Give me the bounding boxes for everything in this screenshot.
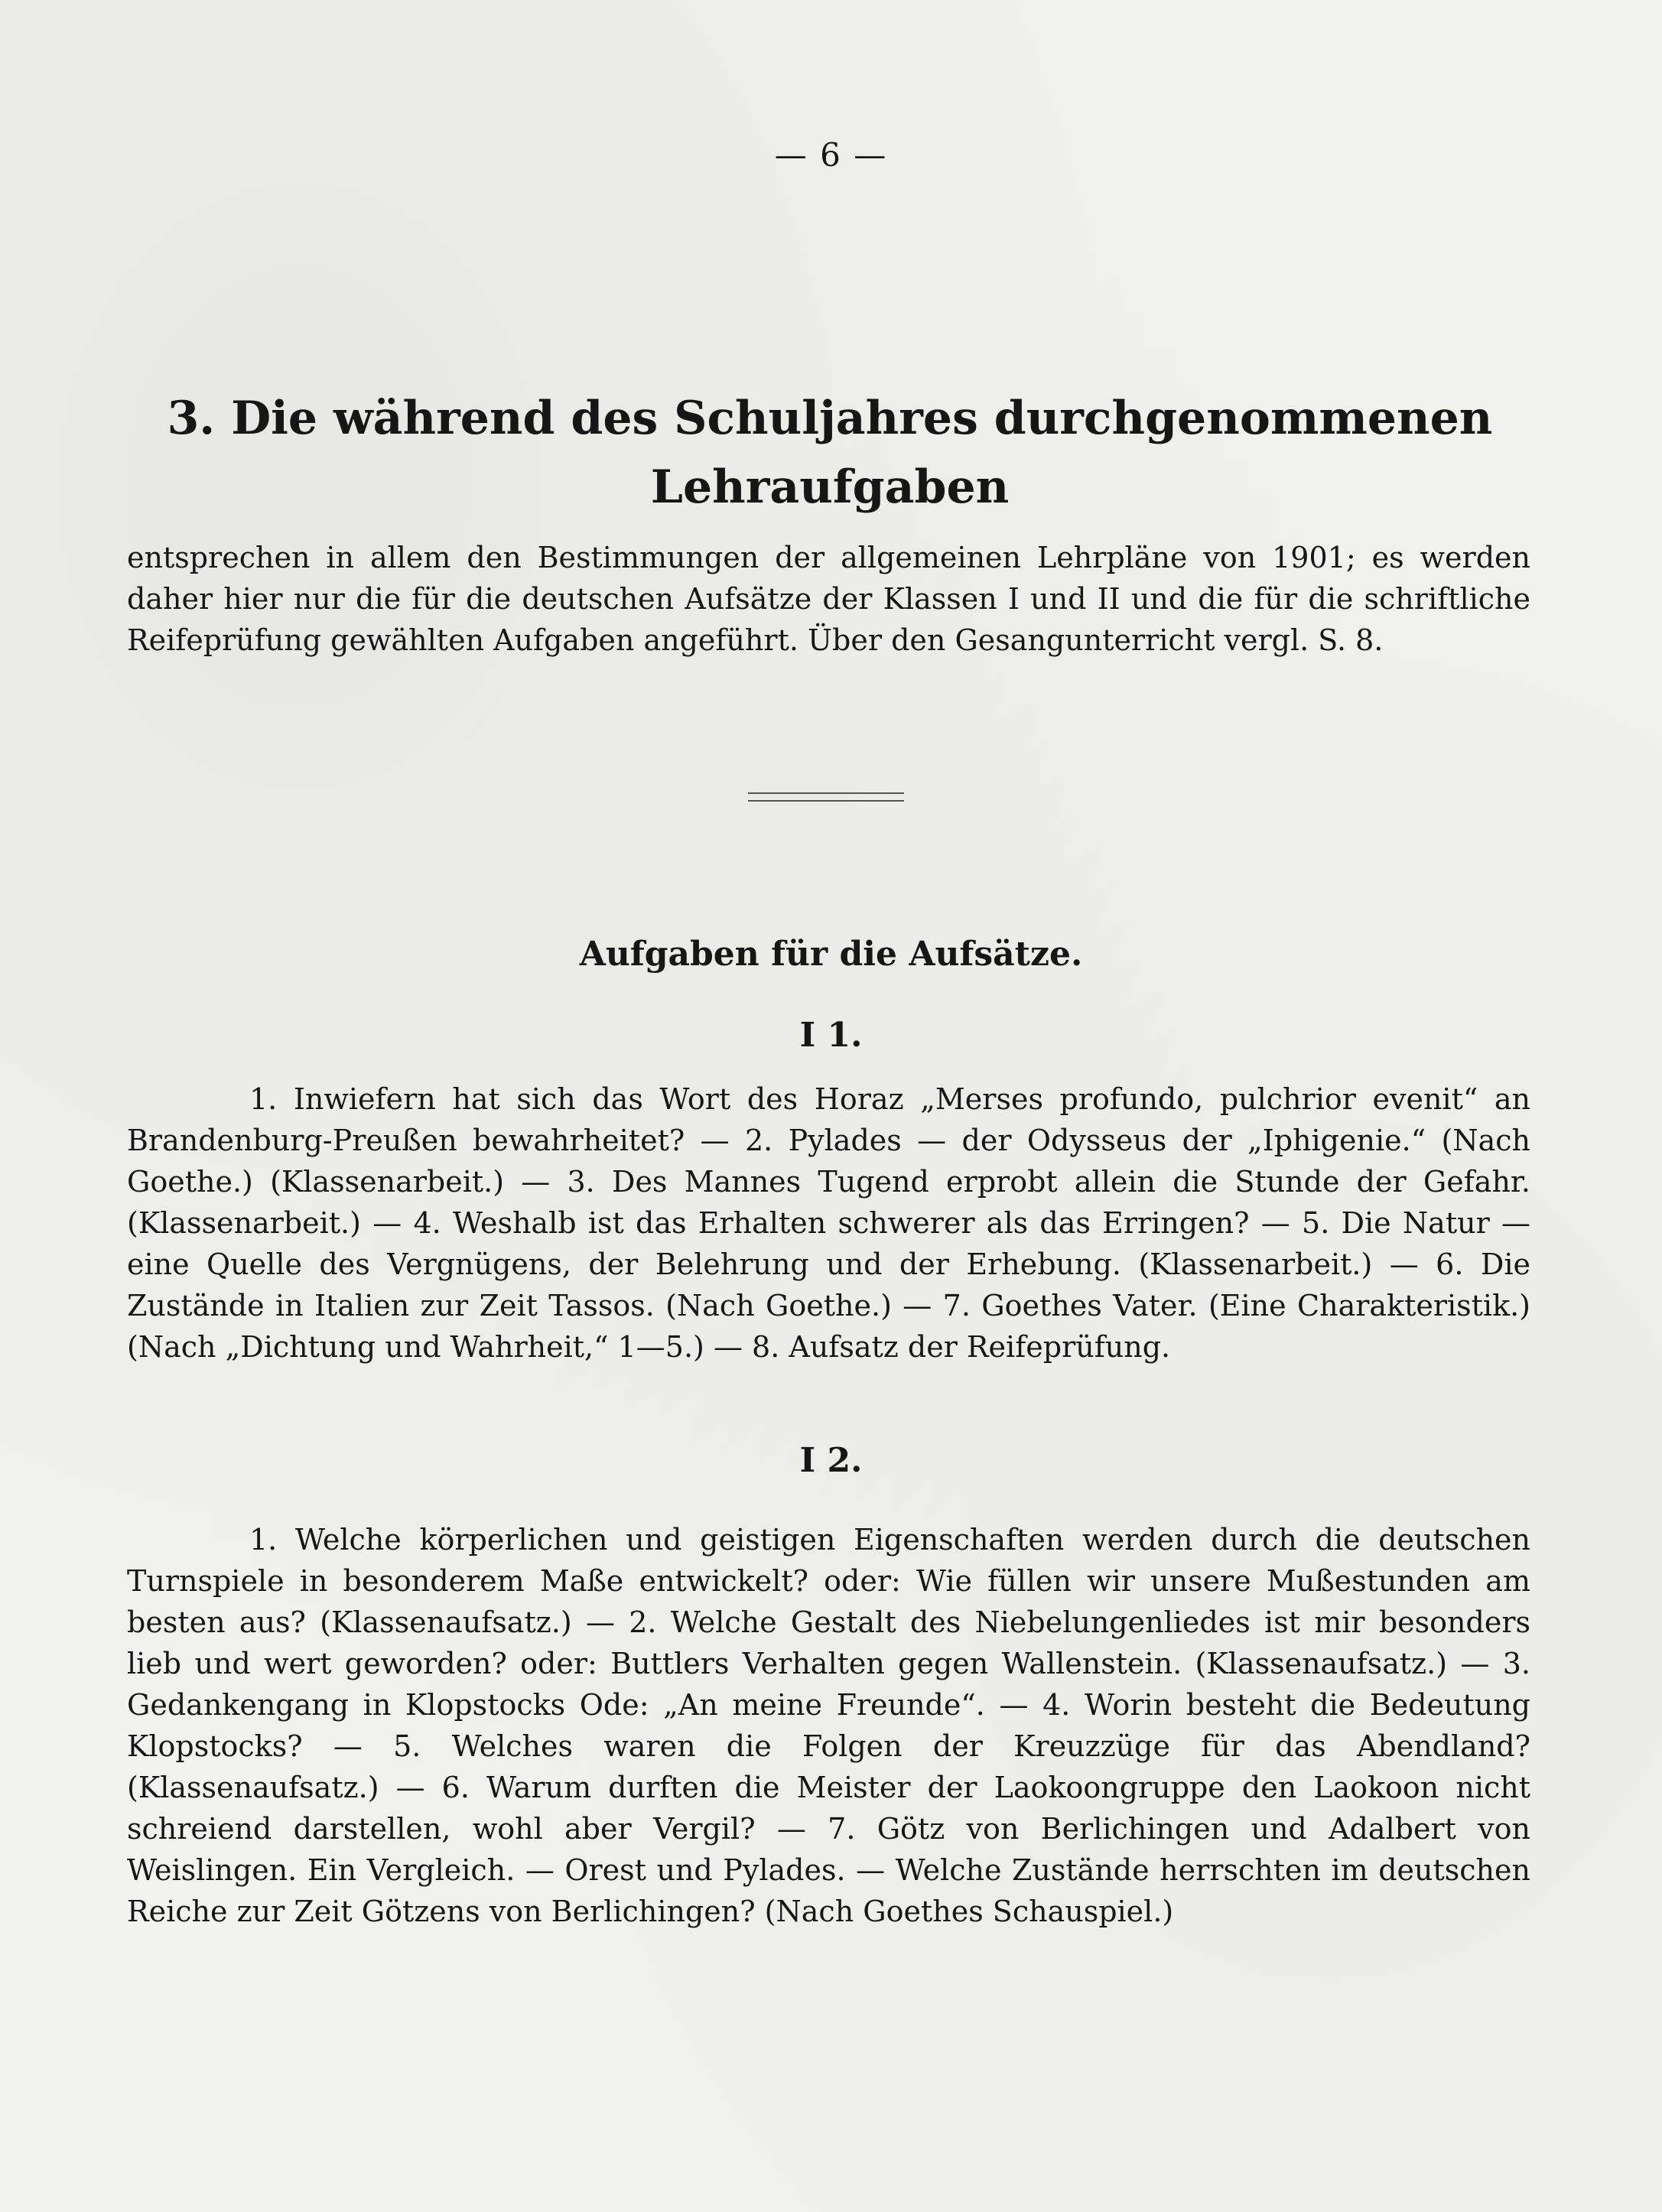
section-divider — [748, 792, 904, 802]
class-heading-i1: I 1. — [799, 1016, 863, 1055]
class-i2-topics: 1. Welche körperlichen und geistigen Eigenschaften werden durch die deutschen Turnspiele in besonderem Maße entwickelt? oder: Wie füllen wir unsere Mußestunden am besten aus? (Klassenaufsatz.) — 2. Welche Gestalt des Niebelungenliedes ist mir besonders lieb und wert geworden? oder: Buttlers Verhalten gegen Wallenstein. (Klassenaufsatz.) — 3. Gedankengang in Klopstocks Ode: „An meine Freunde“. — 4. Worin besteht die Bedeutung Klopstocks? — 5. Welches waren die Folgen der Kreuzzüge für das Abendland? (Klassenaufsatz.) — 6. Warum durften die Meister der Laokoongruppe den Laokoon nicht schreiend darstellen, wohl aber Vergil? — 7. Götz von Berlichingen und Adalbert von Weislingen. Ein Vergleich. — Orest und Pylades. — Welche Zustände herrschten im deutschen Reiche zur Zeit Götzens von Berlichingen? (Nach Goethes Schauspiel.) — [127, 1523, 1530, 1928]
section-title: 3. Die während des Schuljahres durchgenommenen Lehraufgaben — [167, 392, 1493, 514]
essays-heading: Aufgaben für die Aufsätze. — [579, 935, 1083, 974]
page-number: — 6 — — [774, 136, 888, 174]
class-i1-topics: 1. Inwiefern hat sich das Wort des Horaz „Merses profundo, pulchrior evenit“ an Brandenburg-Preußen bewahrheitet? — 2. Pylades — der Odysseus der „Iphigenie.“ (Nach Goethe.) (Klassenarbeit.) — 3. Des Mannes Tugend erprobt allein die Stunde der Gefahr. (Klassenarbeit.) — 4. Weshalb ist das Erhalten schwerer als das Erringen? — 5. Die Natur — eine Quelle des Vergnügens, der Belehrung und der Erhebung. (Klassenarbeit.) — 6. Die Zustände in Italien zur Zeit Tassos. (Nach Goethe.) — 7. Goethes Vater. (Eine Charakteristik.) (Nach „Dichtung und Wahrheit,“ 1—5.) — 8. Aufsatz der Reifeprüfung. — [127, 1082, 1530, 1364]
intro-paragraph: entsprechen in allem den Bestimmungen der allgemeinen Lehrpläne von 1901; es werden daher hier nur die für die deutschen Aufsätze der Klassen I und II und die für die schriftliche Reifeprüfung gewählten Aufgaben angeführt. Über den Gesangunterricht vergl. S. 8. — [127, 541, 1530, 657]
class-heading-i2: I 2. — [799, 1441, 863, 1480]
